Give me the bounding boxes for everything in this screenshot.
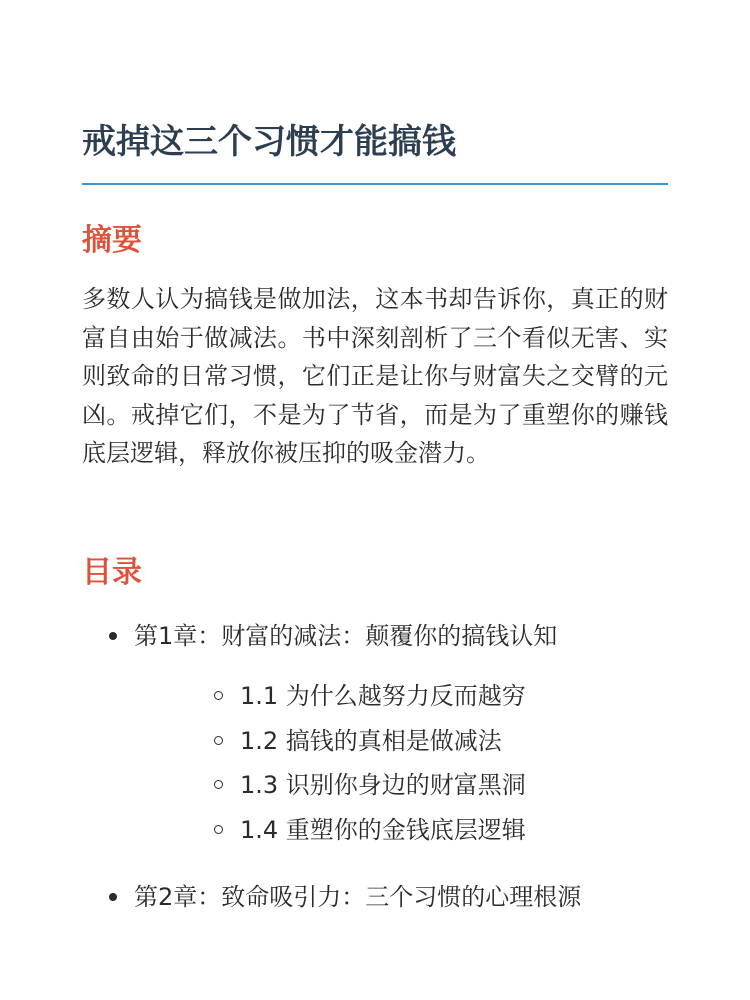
chapter-title: 第2章：致命吸引力：三个习惯的心理根源 xyxy=(134,882,582,911)
toc-section-1-2 xyxy=(134,719,668,764)
toc-section-1-4 xyxy=(134,808,668,853)
bullet-circle-icon xyxy=(214,691,223,700)
toc-chapter-1 xyxy=(82,618,668,853)
bullet-disc-icon xyxy=(109,632,117,640)
document-title: 戒掉这三个习惯才能搞钱 xyxy=(82,122,456,162)
toc-heading: 目录 xyxy=(82,555,142,590)
bullet-disc-icon xyxy=(109,893,117,901)
chapter-1-sections xyxy=(134,674,668,853)
section-title: 1.3 识别你身边的财富黑洞 xyxy=(240,771,526,800)
summary-heading: 摘要 xyxy=(82,223,142,258)
bullet-circle-icon xyxy=(214,736,223,745)
bullet-circle-icon xyxy=(214,780,223,789)
summary-paragraph: 多数人认为搞钱是做加法，这本书却告诉你，真正的财富自由始于做减法。书中深刻剖析了三个看似无害、实则致命的日常习惯，它们正是让你与财富失之交臂的元凶。戒掉它们，不是为了节省，而是为了重塑你的赚钱底层逻辑，释放你被压抑的吸金潜力。 xyxy=(82,285,668,467)
toc-section-1-1 xyxy=(134,674,668,719)
section-title: 1.2 搞钱的真相是做减法 xyxy=(240,726,502,755)
table-of-contents xyxy=(82,618,668,915)
title-divider xyxy=(82,183,668,185)
toc-chapter-2 xyxy=(82,879,668,915)
section-title: 1.4 重塑你的金钱底层逻辑 xyxy=(240,816,526,845)
toc-section-1-3 xyxy=(134,763,668,808)
chapter-title: 第1章：财富的减法：颠覆你的搞钱认知 xyxy=(134,622,558,650)
section-title: 1.1 为什么越努力反而越穷 xyxy=(240,682,526,710)
bullet-circle-icon xyxy=(214,825,223,834)
